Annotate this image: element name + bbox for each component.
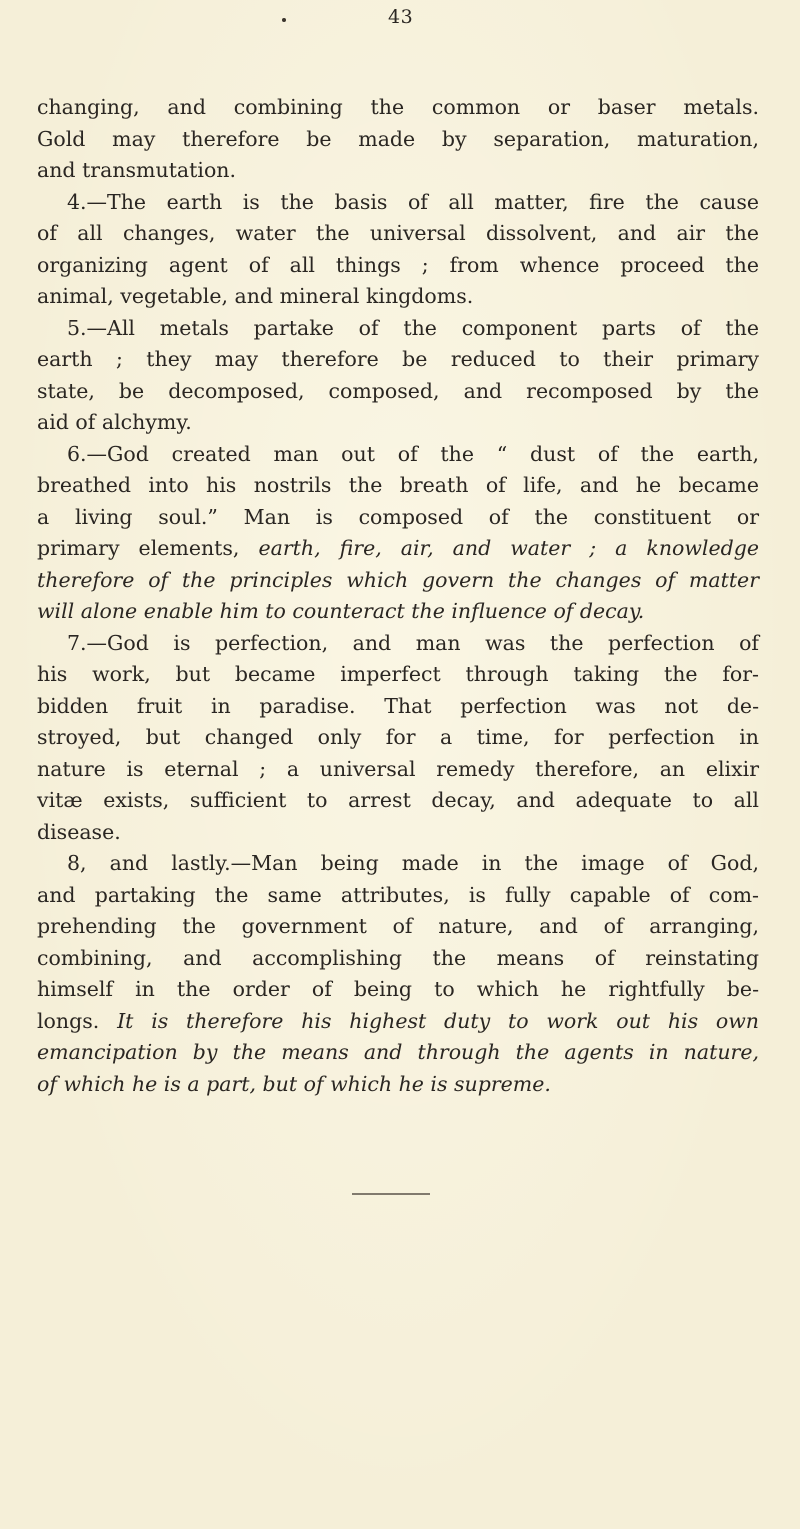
text-line: aid of alchymy. — [37, 410, 192, 434]
text-line-mixed — [37, 1006, 759, 1038]
text-line-mixed — [37, 533, 759, 565]
text-line: nature is eternal ; a universal remedy therefore, an elixir — [37, 756, 759, 781]
text-line: earth ; they may therefore be reduced to their primary — [37, 347, 759, 371]
italic-span: emancipation by the means and through the agents in nature, — [37, 1040, 759, 1064]
bullet-mark — [282, 18, 286, 22]
text-span: primary elements, — [37, 536, 259, 560]
paragraph-5-line: 5.—All metals partake of the component parts of the — [67, 315, 759, 340]
body-text — [37, 92, 759, 1100]
paragraph-7-line: 7.—God is perfection, and man was the perfection of — [67, 630, 759, 655]
text-line: disease. — [37, 819, 121, 844]
italic-span: of which he is a part, but of which he is supreme. — [37, 1071, 551, 1096]
page-header — [0, 6, 800, 34]
text-line: a living soul.” Man is composed of the constituent or — [37, 504, 759, 529]
text-line: stroyed, but changed only for a time, for perfection in — [37, 725, 759, 749]
paragraph-6-line: 6.—God created man out of the “ dust of the earth, — [67, 441, 759, 466]
text-line: bidden fruit in paradise. That perfection was not de- — [37, 693, 759, 718]
text-line: vitæ exists, sufficient to arrest decay, and adequate to all — [37, 788, 759, 812]
italic-line — [37, 1037, 759, 1069]
italic-span: It is therefore his highest duty to work out his own — [117, 1008, 760, 1033]
text-line: organizing agent of all things ; from whence proceed the — [37, 252, 759, 277]
text-line: combining, and accomplishing the means of reinstating — [37, 945, 759, 970]
page-number: 43 — [388, 6, 414, 28]
end-rule — [352, 1193, 430, 1195]
italic-span: earth, fire, air, and water ; a knowledge — [258, 536, 759, 560]
text-line: state, be decomposed, composed, and recomposed by the — [37, 378, 759, 403]
text-line: Gold may therefore be made by separation, maturation, — [37, 126, 759, 151]
text-line: and transmutation. — [37, 158, 237, 182]
italic-line — [37, 596, 759, 628]
italic-line — [37, 1069, 759, 1101]
text-line: changing, and combining the common or baser metals. — [37, 95, 759, 119]
text-span: longs. — [37, 1008, 118, 1033]
paragraph-8-line: 8, and lastly.—Man being made in the image of God, — [67, 851, 759, 875]
text-line: himself in the order of being to which he rightfully be- — [37, 977, 759, 1001]
italic-line — [37, 565, 759, 597]
italic-span: therefore of the principles which govern the changes of matter — [37, 567, 759, 592]
text-line: breathed into his nostrils the breath of life, and he became — [37, 473, 759, 497]
text-line: prehending the government of nature, and of arranging, — [37, 914, 759, 938]
italic-span: will alone enable him to counteract the influence of decay. — [37, 599, 645, 623]
text-line: of all changes, water the universal dissolvent, and air the — [37, 221, 759, 245]
text-line: his work, but became imperfect through taking the for- — [37, 662, 759, 686]
text-line: and partaking the same attributes, is fully capable of com- — [37, 882, 759, 907]
text-line: animal, vegetable, and mineral kingdoms. — [37, 284, 474, 308]
paragraph-4-line: 4.—The earth is the basis of all matter, fire the cause — [67, 189, 759, 214]
